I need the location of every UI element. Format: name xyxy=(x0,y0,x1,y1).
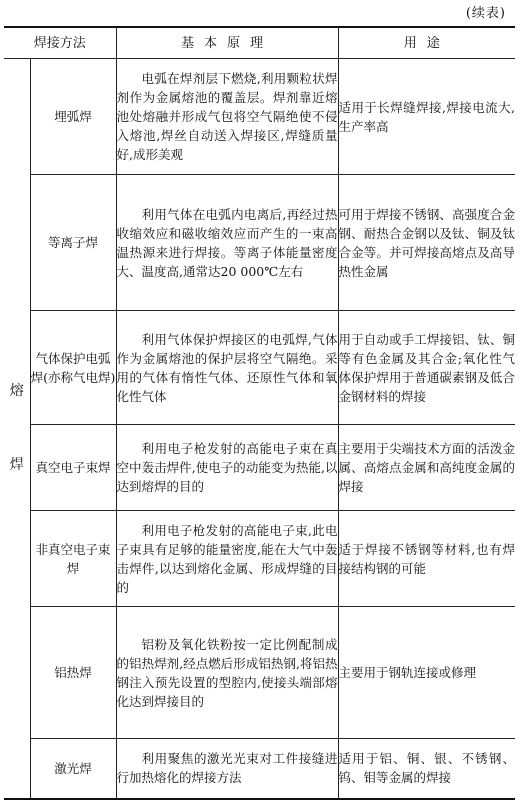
table-row xyxy=(4,175,515,311)
usage-cell: 用于自动或手工焊接铝、钛、铜等有色金属及其合金;氧化性气体保护焊用于普通碳素钢及低合金钢材料的焊接 xyxy=(338,311,515,425)
method-cell: 等离子焊 xyxy=(30,175,116,311)
principle-cell: 电弧在焊剂层下燃烧,利用颗粒状焊剂作为金属熔池的覆盖层。焊剂靠近熔池处熔融并形成气包将空气隔绝使不侵入熔池,焊丝自动送入焊接区,焊缝质量好,成形美观 xyxy=(116,59,338,175)
header-method: 焊接方法 xyxy=(4,27,116,59)
table-row xyxy=(4,511,515,607)
header-principle: 基本原理 xyxy=(116,27,338,59)
group-char-1: 熔 xyxy=(9,383,24,400)
method-cell: 铝热焊 xyxy=(30,607,116,739)
principle-cell: 利用电子枪发射的高能电子束,此电子束具有足够的能量密度,能在大气中轰击焊件,以达到熔化金属、形成焊缝的目的 xyxy=(116,511,338,607)
method-cell: 真空电子束焊 xyxy=(30,425,116,511)
principle-cell: 铝粉及氧化铁粉按一定比例配制成的铝热焊剂,经点燃后形成铝热钢,将铝热钢注入预先设置的型腔内,使接头端部熔化达到焊接目的 xyxy=(116,607,338,739)
principle-cell: 利用气体在电弧内电离后,再经过热收缩效应和磁收缩效应而产生的一束高温热源来进行焊接。等离子体能量密度大、温度高,通常达20 000℃左右 xyxy=(116,175,338,311)
usage-cell: 适用于铝、铜、银、不锈钢、钨、钼等金属的焊接 xyxy=(338,739,515,799)
group-label xyxy=(10,382,24,474)
table-row xyxy=(4,425,515,511)
table-row xyxy=(4,311,515,425)
table-header-row xyxy=(4,27,515,59)
method-cell: 非真空电子束焊 xyxy=(30,511,116,607)
table-row xyxy=(4,607,515,739)
principle-cell: 利用电子枪发射的高能电子束在真空中轰击焊件,使电子的动能变为热能,以达到熔焊的目的 xyxy=(116,425,338,511)
usage-cell: 适用于长焊缝焊接,焊接电流大,生产率高 xyxy=(338,59,515,175)
usage-cell: 主要用于尖端技术方面的活泼金属、高熔点金属和高纯度金属的焊接 xyxy=(338,425,515,511)
continued-label: (续表) xyxy=(465,6,506,21)
table-row xyxy=(4,59,515,175)
method-cell: 埋弧焊 xyxy=(30,59,116,175)
method-cell: 气体保护电弧焊(亦称气电焊) xyxy=(30,311,116,425)
header-usage: 用途 xyxy=(338,27,515,59)
table-row xyxy=(4,739,515,799)
usage-cell: 可用于焊接不锈钢、高强度合金钢、耐热合金钢以及钛、铜及钛合金等。并可焊接高熔点及高导热性金属 xyxy=(338,175,515,311)
group-cell xyxy=(4,59,30,799)
welding-methods-table xyxy=(4,26,515,800)
method-cell: 激光焊 xyxy=(30,739,116,799)
usage-cell: 主要用于钢轨连接或修理 xyxy=(338,607,515,739)
principle-cell: 利用聚焦的激光光束对工件接缝进行加热熔化的焊接方法 xyxy=(116,739,338,799)
group-char-2: 焊 xyxy=(9,457,24,474)
principle-cell: 利用气体保护焊接区的电弧焊,气体作为金属熔池的保护层将空气隔绝。采用的气体有惰性气体、还原性气体和氧化性气体 xyxy=(116,311,338,425)
usage-cell: 适于焊接不锈钢等材料,也有焊接结构钢的可能 xyxy=(338,511,515,607)
